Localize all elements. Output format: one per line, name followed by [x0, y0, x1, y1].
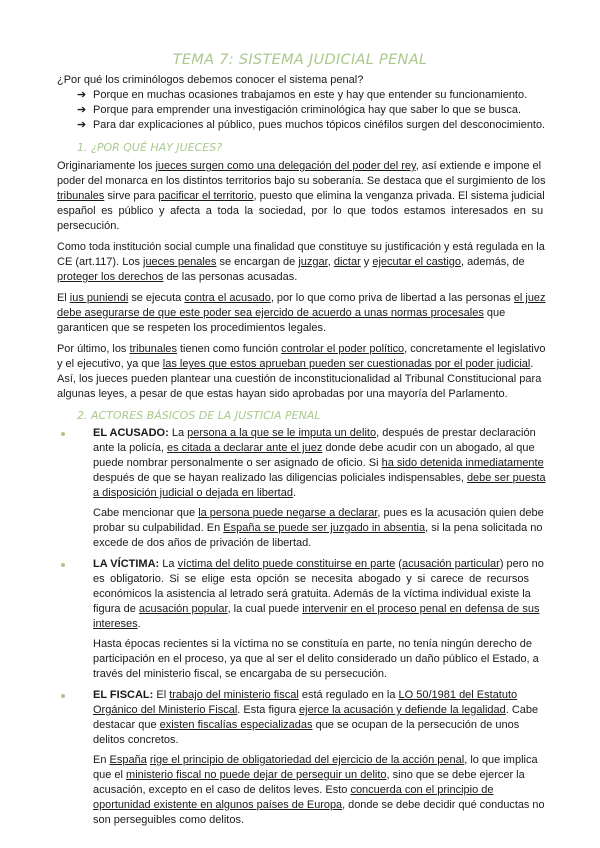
fiscal-line: son perseguibles como delitos. [93, 814, 245, 826]
victima-line: Hasta épocas recientes si la víctima no se constituía en parte, no tenía ningún derecho de [93, 638, 533, 650]
acusado-line: probar su culpabilidad. En España se puede ser juzgado in absentia, si la pena solicitada no [93, 522, 543, 534]
acusado-line: EL ACUSADO: La persona a la que se le imputa un delito, después de prestar declaración [93, 427, 536, 439]
fiscal-line: EL FISCAL: El trabajo del ministerio fiscal está regulado en la LO 50/1981 del Estatuto [93, 689, 518, 701]
section-2-title: 2. ACTORES BÁSICOS DE LA JUSTICIA PENAL [77, 409, 321, 422]
arrow-icon: ➔ [77, 119, 87, 131]
p2-line: CE (art.117). Los jueces penales se encargan de juzgar, dictar y ejecutar el castigo, además, de [57, 256, 525, 268]
p2-line: Como toda institución social cumple una finalidad que constituye su justificación y está regulada en la [57, 241, 545, 253]
victima-line: económicos la asistencia al letrado será gratuita. Además de la víctima individual existe la [93, 588, 531, 600]
victima-line: es obligatorio. Si se elige esta opción se necesita abogado y si carece de recursos [93, 573, 529, 585]
acusado-line: excede de dos años de privación de libertad. [93, 537, 312, 549]
p2-line: proteger los derechos de las personas acusadas. [57, 271, 298, 283]
p4-line: Por último, los tribunales tienen como función controlar el poder político, concretamente el legislativo [57, 343, 546, 355]
acusado-line: puede nombrar personalmente o ser asignado de oficio. Si ha sido detenida inmediatamente [93, 457, 544, 469]
p1-line: español es público y afecta a toda la sociedad, por lo que todos estamos interesados en su [57, 205, 544, 217]
intro-question: ¿Por qué los criminólogos debemos conocer el sistema penal? [57, 74, 364, 86]
victima-line: través del ministerio fiscal, se encargaba de su persecución. [93, 668, 388, 680]
fiscal-line: En España rige el principio de obligatoriedad del ejercicio de la acción penal, lo que implica [93, 754, 538, 766]
arrow-icon: ➔ [77, 89, 87, 101]
fiscal-line: acusación, excepto en el caso de delitos leves. Esto concuerda con el principio de [93, 784, 494, 796]
bullet-icon [61, 432, 65, 436]
reason-2: Porque para emprender una investigación criminológica hay que saber lo que se busca. [93, 104, 522, 116]
p4-line: y el ejecutivo, ya que las leyes que estos aprueban pueden ser cuestionadas por el poder judicial. [57, 358, 534, 370]
victima-line: participación en el proceso, ya que al ser el delito considerado un daño público el Estado, a [93, 653, 539, 665]
fiscal-line: oportunidad existente en algunos países de Europa, donde se debe decidir qué conductas no [93, 799, 545, 811]
fiscal-line: destacar que existen fiscalías especializadas que se ocupan de la persecución de unos [93, 719, 520, 731]
p1-line: poder del monarca en los distintos territorios bajo su soberanía. Se destaca que el surgimiento de los [57, 175, 546, 187]
fiscal-line: Orgánico del Ministerio Fiscal. Esta figura ejerce la acusación y defiende la legalidad. Cabe [93, 704, 539, 716]
p1-line: persecución. [57, 220, 120, 232]
fiscal-line: delitos concretos. [93, 734, 179, 746]
reason-3: Para dar explicaciones al público, pues muchos tópicos cinéfilos surgen del desconocimiento. [93, 119, 546, 131]
bullet-icon [61, 694, 65, 698]
p3-line: debe asegurarse de que este poder sea ejercido de acuerdo a unas normas procesales que [57, 307, 506, 319]
p4-line: Así, los jueces pueden plantear una cuestión de inconstitucionalidad al Tribunal Constitucional para [57, 373, 542, 385]
victima-line: figura de acusación popular, la cual puede intervenir en el proceso penal en defensa de sus [93, 603, 540, 615]
acusado-line: después de que se hayan realizado las diligencias policiales indispensables, debe ser puesta [93, 472, 546, 484]
victima-line: intereses. [93, 618, 141, 630]
reason-1: Porque en muchas ocasiones trabajamos en este y hay que entender su funcionamiento. [93, 89, 528, 101]
p4-line: algunas leyes, a pesar de que estas hayan sido aprobadas por una mayoría del Parlamento. [57, 388, 508, 400]
bullet-icon [61, 563, 65, 567]
acusado-line: ante la policía, es citada a declarar ante el juez donde debe acudir con un abogado, al que [93, 442, 535, 454]
section-1-title: 1. ¿POR QUÉ HAY JUECES? [77, 141, 223, 154]
page-title: TEMA 7: SISTEMA JUDICIAL PENAL [172, 52, 428, 68]
p1-line: tribunales sirve para pacificar el territorio, puesto que elimina la venganza privada. El sistema judicial [57, 190, 545, 202]
p3-line: garanticen que se respeten los procedimientos legales. [57, 322, 327, 334]
victima-line: LA VÍCTIMA: La víctima del delito puede constituirse en parte (acusación particular) pero no [93, 558, 544, 570]
acusado-line: Cabe mencionar que la persona puede negarse a declarar, pues es la acusación quien debe [93, 507, 544, 519]
p3-line: El ius puniendi se ejecuta contra el acusado, por lo que como priva de libertad a las personas el juez [57, 292, 546, 304]
arrow-icon: ➔ [77, 104, 87, 116]
p1-line: Originariamente los jueces surgen como una delegación del poder del rey, así extiende e impone el [57, 160, 542, 172]
acusado-line: a disposición judicial o dejada en libertad. [93, 487, 297, 499]
fiscal-line: que el ministerio fiscal no puede dejar de perseguir un delito, sino que se debe ejercer la [93, 769, 525, 781]
